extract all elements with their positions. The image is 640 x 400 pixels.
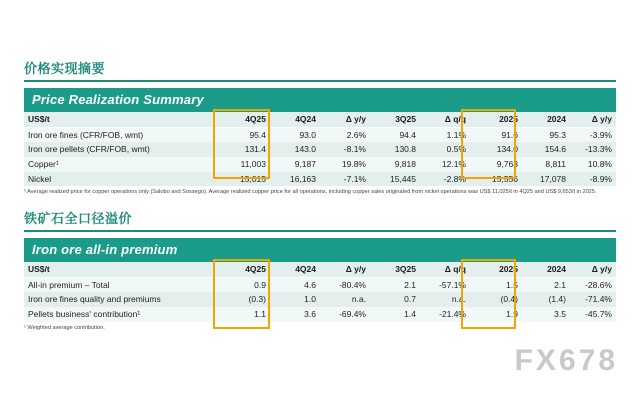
cell: 9,187 <box>270 157 320 172</box>
all-in-premium-section <box>24 238 616 332</box>
cell: 2.1 <box>522 277 570 292</box>
cell: -80.4% <box>320 277 370 292</box>
section-2-chinese-heading-text: 铁矿石全口径溢价 <box>24 211 133 226</box>
row-label: Nickel <box>24 172 216 187</box>
cell: 95.3 <box>522 127 570 142</box>
cell: -57.1% <box>420 277 470 292</box>
cell: 1.1 <box>216 307 270 322</box>
all-in-premium-table <box>24 262 616 322</box>
table-row <box>24 127 616 142</box>
table-header-row <box>24 262 616 277</box>
cell: 0.7 <box>370 292 420 307</box>
cell: -2.8% <box>420 172 470 187</box>
cell: -8.9% <box>570 172 616 187</box>
column-header: Δ y/y <box>570 262 616 277</box>
cell: 3.5 <box>522 307 570 322</box>
row-label: All-in premium – Total <box>24 277 216 292</box>
row-label: Copper¹ <box>24 157 216 172</box>
column-header: 4Q25 <box>216 112 270 127</box>
cell: 1.4 <box>370 307 420 322</box>
row-label: Iron ore fines quality and premiums <box>24 292 216 307</box>
cell: -8.1% <box>320 142 370 157</box>
section-2-chinese-heading <box>24 208 616 232</box>
section-1-heading-rule <box>24 80 616 82</box>
all-in-premium-title: Iron ore all-in premium <box>24 238 616 262</box>
cell: 95.4 <box>216 127 270 142</box>
cell: n.a. <box>320 292 370 307</box>
table-row <box>24 172 616 187</box>
cell: 0.9 <box>216 277 270 292</box>
cell: 2.6% <box>320 127 370 142</box>
column-header: Δ y/y <box>320 112 370 127</box>
cell: -45.7% <box>570 307 616 322</box>
cell: 11,003 <box>216 157 270 172</box>
section-2-heading-rule <box>24 230 616 232</box>
cell: -3.9% <box>570 127 616 142</box>
cell: 1.9 <box>470 307 522 322</box>
cell: n.a. <box>420 292 470 307</box>
cell: 9,818 <box>370 157 420 172</box>
watermark: FX678 <box>514 344 618 377</box>
cell: (0.3) <box>216 292 270 307</box>
column-header: Δ y/y <box>320 262 370 277</box>
cell: 8,811 <box>522 157 570 172</box>
cell: (0.4) <box>470 292 522 307</box>
column-header: Δ y/y <box>570 112 616 127</box>
cell: 15,556 <box>470 172 522 187</box>
cell: 15,015 <box>216 172 270 187</box>
column-header: 4Q25 <box>216 262 270 277</box>
cell: 143.0 <box>270 142 320 157</box>
cell: -21.4% <box>420 307 470 322</box>
cell: 15,445 <box>370 172 420 187</box>
cell: 131.4 <box>216 142 270 157</box>
section-1-chinese-heading <box>24 58 616 82</box>
column-header: Δ q/q <box>420 262 470 277</box>
cell: 2.1 <box>370 277 420 292</box>
cell: 16,163 <box>270 172 320 187</box>
column-header: US$/t <box>24 262 216 277</box>
cell: 134.0 <box>470 142 522 157</box>
cell: 154.6 <box>522 142 570 157</box>
column-header: 2025 <box>470 112 522 127</box>
cell: -7.1% <box>320 172 370 187</box>
cell: 91.6 <box>470 127 522 142</box>
cell: -13.3% <box>570 142 616 157</box>
column-header: 3Q25 <box>370 112 420 127</box>
price-realization-table <box>24 112 616 186</box>
price-realization-footnote: ¹ Average realized price for copper operations only (Salobo and Sossego). Average realized copper price for all operations, including copper sales originated from nickel operations was US$ 11,025/t in 4Q25 and US$ 9,653/t in 2025. <box>24 189 597 196</box>
all-in-premium-footnote: ¹ Weighted average contribution. <box>24 324 105 331</box>
cell: 130.8 <box>370 142 420 157</box>
cell: 0.5% <box>420 142 470 157</box>
price-realization-title: Price Realization Summary <box>24 88 616 112</box>
cell: 10.8% <box>570 157 616 172</box>
column-header: US$/t <box>24 112 216 127</box>
section-1-chinese-heading-text: 价格实现摘要 <box>24 61 106 76</box>
table-row <box>24 142 616 157</box>
cell: 1.0 <box>270 292 320 307</box>
column-header: 2025 <box>470 262 522 277</box>
table-header-row <box>24 112 616 127</box>
column-header: 4Q24 <box>270 262 320 277</box>
cell: 3.6 <box>270 307 320 322</box>
cell: -28.6% <box>570 277 616 292</box>
cell: 9,763 <box>470 157 522 172</box>
cell: (1.4) <box>522 292 570 307</box>
column-header: 2024 <box>522 262 570 277</box>
cell: 93.0 <box>270 127 320 142</box>
cell: -71.4% <box>570 292 616 307</box>
cell: 4.6 <box>270 277 320 292</box>
row-label: Pellets business' contribution¹ <box>24 307 216 322</box>
cell: 94.4 <box>370 127 420 142</box>
cell: 17,078 <box>522 172 570 187</box>
column-header: 2024 <box>522 112 570 127</box>
cell: 19.8% <box>320 157 370 172</box>
table-row <box>24 277 616 292</box>
cell: 1.1% <box>420 127 470 142</box>
cell: -69.4% <box>320 307 370 322</box>
cell: 12.1% <box>420 157 470 172</box>
cell: 1.5 <box>470 277 522 292</box>
table-row <box>24 292 616 307</box>
table-row <box>24 307 616 322</box>
row-label: Iron ore fines (CFR/FOB, wmt) <box>24 127 216 142</box>
column-header: 3Q25 <box>370 262 420 277</box>
row-label: Iron ore pellets (CFR/FOB, wmt) <box>24 142 216 157</box>
column-header: 4Q24 <box>270 112 320 127</box>
price-realization-section <box>24 88 616 197</box>
column-header: Δ q/q <box>420 112 470 127</box>
table-row <box>24 157 616 172</box>
